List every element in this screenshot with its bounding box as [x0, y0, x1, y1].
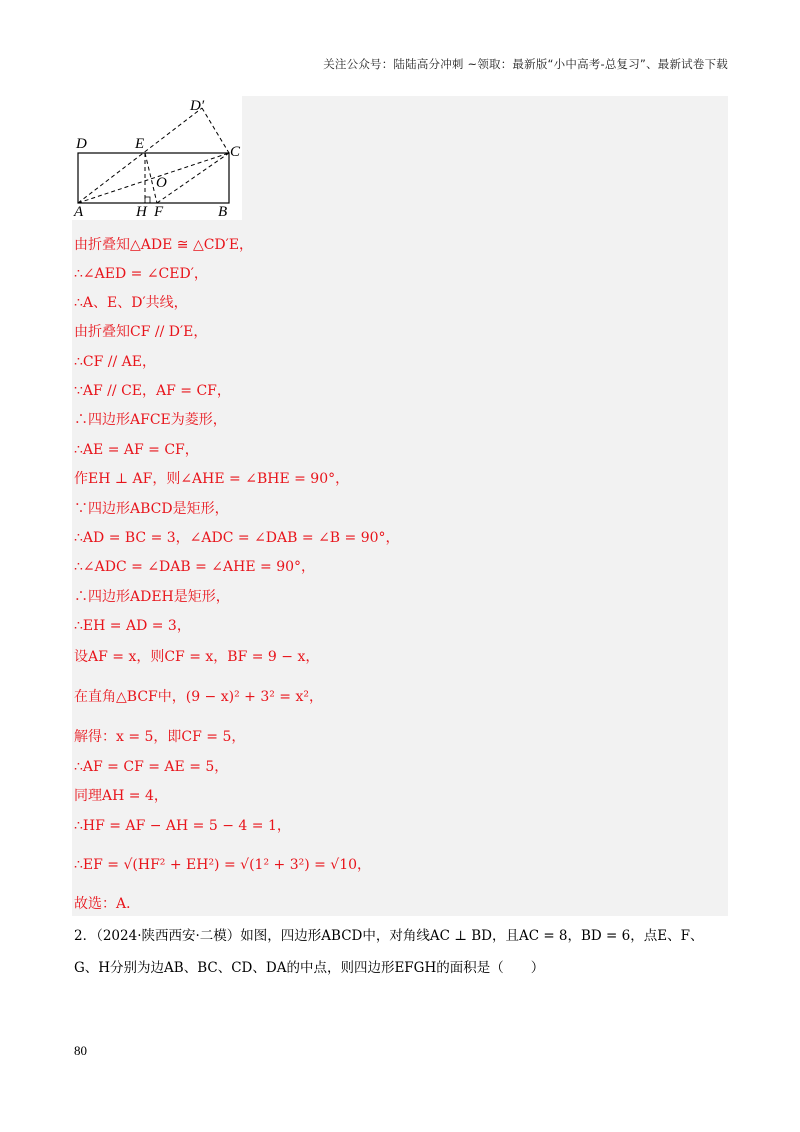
svg-text:F: F [154, 204, 164, 220]
solution-line: ∴∠AED = ∠CED′， [74, 266, 208, 282]
solution-line: ∴HF = AF − AH = 5 − 4 = 1， [74, 818, 291, 834]
question-line: G、H分别为边AB、BC、CD、DA的中点，则四边形EFGH的面积是（ ） [74, 960, 545, 976]
svg-text:B: B [218, 204, 228, 220]
solution-line: ∴CF // AE， [74, 354, 156, 370]
svg-text:H: H [136, 204, 147, 220]
solution-line: ∴A、E、D′共线， [74, 295, 188, 311]
solution-line: 由折叠知CF // D′E， [74, 324, 208, 340]
geometry-figure [72, 96, 242, 220]
solution-line: 在直角△BCF中，(9 − x)² + 3² = x²， [74, 689, 323, 705]
svg-text:D: D [76, 136, 87, 152]
solution-line: 同理AH = 4， [74, 788, 168, 804]
fold-diagram [72, 96, 242, 220]
svg-text:O: O [156, 175, 167, 191]
page-header: 关注公众号：陆陆高分冲刺 ~领取：最新版“小中高考-总复习”、最新试卷下载 [323, 57, 728, 71]
page-number: 80 [74, 1043, 87, 1058]
solution-line: ∴四边形AFCE为菱形， [74, 412, 227, 428]
solution-line: ∴四边形ADEH是矩形， [74, 589, 230, 605]
solution-line: 解得：x = 5，即CF = 5， [74, 729, 246, 745]
svg-text:C: C [230, 144, 241, 160]
solution-line: ∴AE = AF = CF， [74, 442, 199, 458]
solution-line: ∴∠ADC = ∠DAB = ∠AHE = 90°， [74, 559, 316, 575]
solution-block [72, 96, 728, 916]
svg-text:D′: D′ [190, 98, 205, 114]
solution-line: ∴EH = AD = 3， [74, 618, 191, 634]
solution-line: 设AF = x，则CF = x，BF = 9 − x， [74, 649, 320, 665]
svg-text:E: E [135, 136, 145, 152]
solution-line: ∴EF = √(HF² + EH²) = √(1² + 3²) = √10， [74, 857, 372, 873]
answer-line: 故选：A． [74, 896, 141, 912]
question-line: 2．（2024·陕西西安·二模）如图，四边形ABCD中，对角线AC ⊥ BD，且AC = 8，BD = 6，点E、F、 [74, 928, 704, 944]
solution-line: ∵四边形ABCD是矩形， [74, 501, 229, 517]
svg-text:A: A [74, 204, 84, 220]
solution-line: ∴AD = BC = 3，∠ADC = ∠DAB = ∠B = 90°， [74, 530, 400, 546]
solution-line: ∵AF // CE，AF = CF， [74, 383, 231, 399]
solution-line: ∴AF = CF = AE = 5， [74, 759, 229, 775]
solution-line: 由折叠知△ADE ≅ △CD′E， [74, 237, 254, 253]
solution-line: 作EH ⊥ AF，则∠AHE = ∠BHE = 90°， [74, 471, 350, 487]
